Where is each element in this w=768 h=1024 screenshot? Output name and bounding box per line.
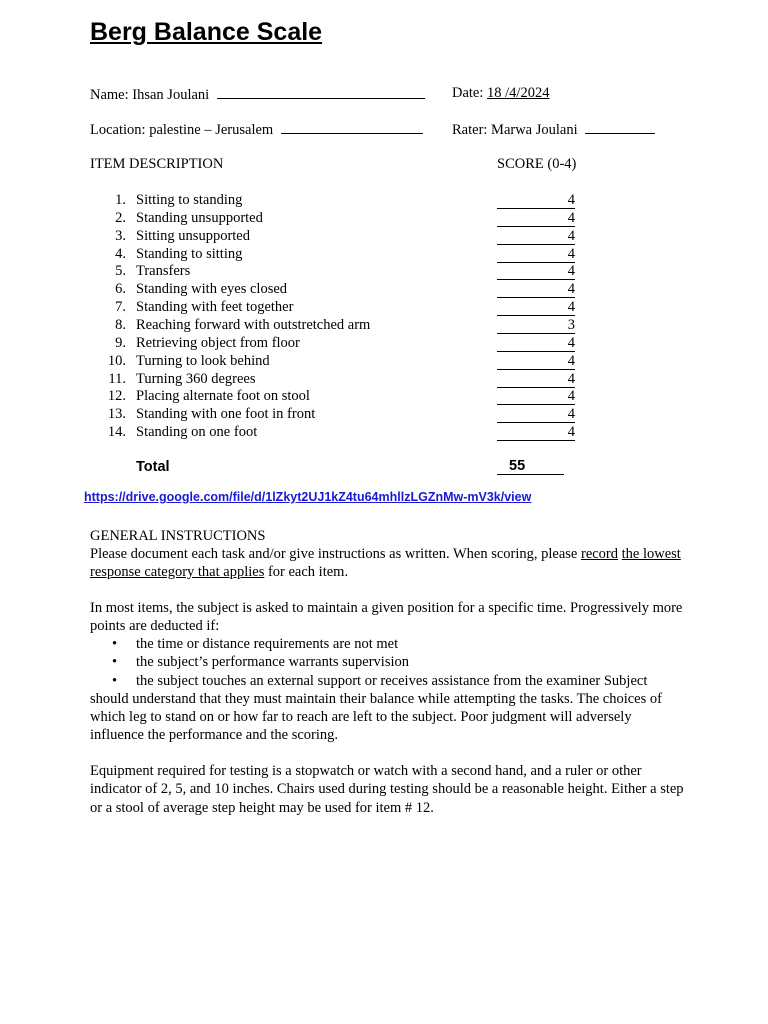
date-field xyxy=(452,85,549,102)
para3-line1: should understand that they must maintain their balance while attempting the tasks. The choices of xyxy=(90,691,662,707)
para4-line2: indicator of 2, 5, and 10 inches. Chairs used during testing should be a reasonable height. Either a step xyxy=(90,781,684,797)
item-number: 10. xyxy=(107,353,126,369)
item-score: 4 xyxy=(497,282,575,298)
bullet-item: the subject touches an external support or receives assistance from the examiner Subject xyxy=(136,673,648,689)
item-number: 12. xyxy=(107,388,126,404)
item-number: 14. xyxy=(107,424,126,440)
name-label: Name: Ihsan Joulani xyxy=(90,87,210,103)
general-p1-lowest: the lowest xyxy=(621,546,681,562)
item-number: 5. xyxy=(115,263,126,279)
item-description: Turning 360 degrees xyxy=(136,371,256,387)
score-header: SCORE (0-4) xyxy=(497,156,577,172)
item-description: Retrieving object from floor xyxy=(136,335,300,351)
rater-field xyxy=(452,120,655,139)
item-description: Standing with eyes closed xyxy=(136,281,288,297)
bullet-icon: • xyxy=(112,654,118,670)
item-description: Turning to look behind xyxy=(136,353,270,369)
item-description: Placing alternate foot on stool xyxy=(136,388,310,404)
item-description: Sitting unsupported xyxy=(136,228,250,244)
item-description: Standing unsupported xyxy=(136,210,263,226)
item-score: 4 xyxy=(497,229,575,245)
para3-line3: influence the performance and the scoring. xyxy=(90,727,339,743)
item-number: 9. xyxy=(115,335,126,351)
item-score: 4 xyxy=(497,425,575,441)
item-score: 4 xyxy=(497,372,575,388)
general-p1-record: record xyxy=(580,546,619,562)
general-instructions-heading: GENERAL INSTRUCTIONS xyxy=(90,528,266,544)
para4-line1: Equipment required for testing is a stopwatch or watch with a second hand, and a ruler or other xyxy=(90,763,642,779)
item-score: 4 xyxy=(497,336,575,352)
item-number: 8. xyxy=(115,317,126,333)
item-number: 4. xyxy=(115,246,126,262)
item-number: 11. xyxy=(108,371,126,387)
item-score: 4 xyxy=(497,193,575,209)
item-score: 4 xyxy=(497,211,575,227)
drive-link[interactable]: https://drive.google.com/file/d/1lZkyt2UJ1kZ4tu64mhllzLGZnMw-mV3k/view xyxy=(84,490,532,504)
general-p1-response: response category that applies xyxy=(90,564,265,580)
total-value: 55 xyxy=(509,458,526,474)
item-description: Standing to sitting xyxy=(136,246,243,262)
general-p1-end: for each item. xyxy=(264,564,349,580)
para3-line2: which leg to stand on or how far to reach are left to the subject. Poor judgment will adversely xyxy=(90,709,632,725)
item-description: Standing with feet together xyxy=(136,299,294,315)
item-score: 4 xyxy=(497,354,575,370)
item-description: Transfers xyxy=(136,263,191,279)
rater-underline xyxy=(585,120,655,134)
item-score: 4 xyxy=(497,247,575,263)
item-score: 4 xyxy=(497,264,575,280)
general-p1-text: Please document each task and/or give instructions as written. When scoring, please xyxy=(90,546,581,562)
document-title: Berg Balance Scale xyxy=(90,18,323,46)
item-score: 4 xyxy=(497,389,575,405)
item-score: 4 xyxy=(497,300,575,316)
location-underline xyxy=(281,120,423,134)
bullet-item: the subject’s performance warrants supervision xyxy=(136,654,409,670)
bullet-icon: • xyxy=(112,636,118,652)
name-field xyxy=(90,85,425,104)
total-value-field xyxy=(497,459,564,475)
rater-label: Rater: Marwa Joulani xyxy=(452,122,578,138)
item-number: 2. xyxy=(115,210,126,226)
item-description: Sitting to standing xyxy=(136,192,243,208)
para4-line3: or a stool of average step height may be used for item # 12. xyxy=(90,800,434,816)
item-score: 4 xyxy=(497,407,575,423)
item-number: 7. xyxy=(115,299,126,315)
item-score: 3 xyxy=(497,318,575,334)
bullet-icon: • xyxy=(112,673,118,689)
item-number: 1. xyxy=(115,192,126,208)
para2-line2: points are deducted if: xyxy=(90,618,220,634)
name-underline xyxy=(217,85,425,99)
item-description: Standing with one foot in front xyxy=(136,406,316,422)
item-number: 3. xyxy=(115,228,126,244)
location-field xyxy=(90,120,423,139)
date-label: Date: xyxy=(452,85,484,101)
item-description: Standing on one foot xyxy=(136,424,258,440)
item-description-header: ITEM DESCRIPTION xyxy=(90,156,224,172)
location-label: Location: palestine – Jerusalem xyxy=(90,122,274,138)
item-number: 6. xyxy=(115,281,126,297)
item-description: Reaching forward with outstretched arm xyxy=(136,317,371,333)
date-value: 18 /4/2024 xyxy=(487,85,550,101)
general-instructions-line2 xyxy=(90,564,348,581)
total-label: Total xyxy=(136,459,170,475)
para2-line1: In most items, the subject is asked to maintain a given position for a specific time. Progressively more xyxy=(90,600,683,616)
item-number: 13. xyxy=(107,406,126,422)
general-instructions-line1 xyxy=(90,546,681,563)
bullet-item: the time or distance requirements are not met xyxy=(136,636,399,652)
